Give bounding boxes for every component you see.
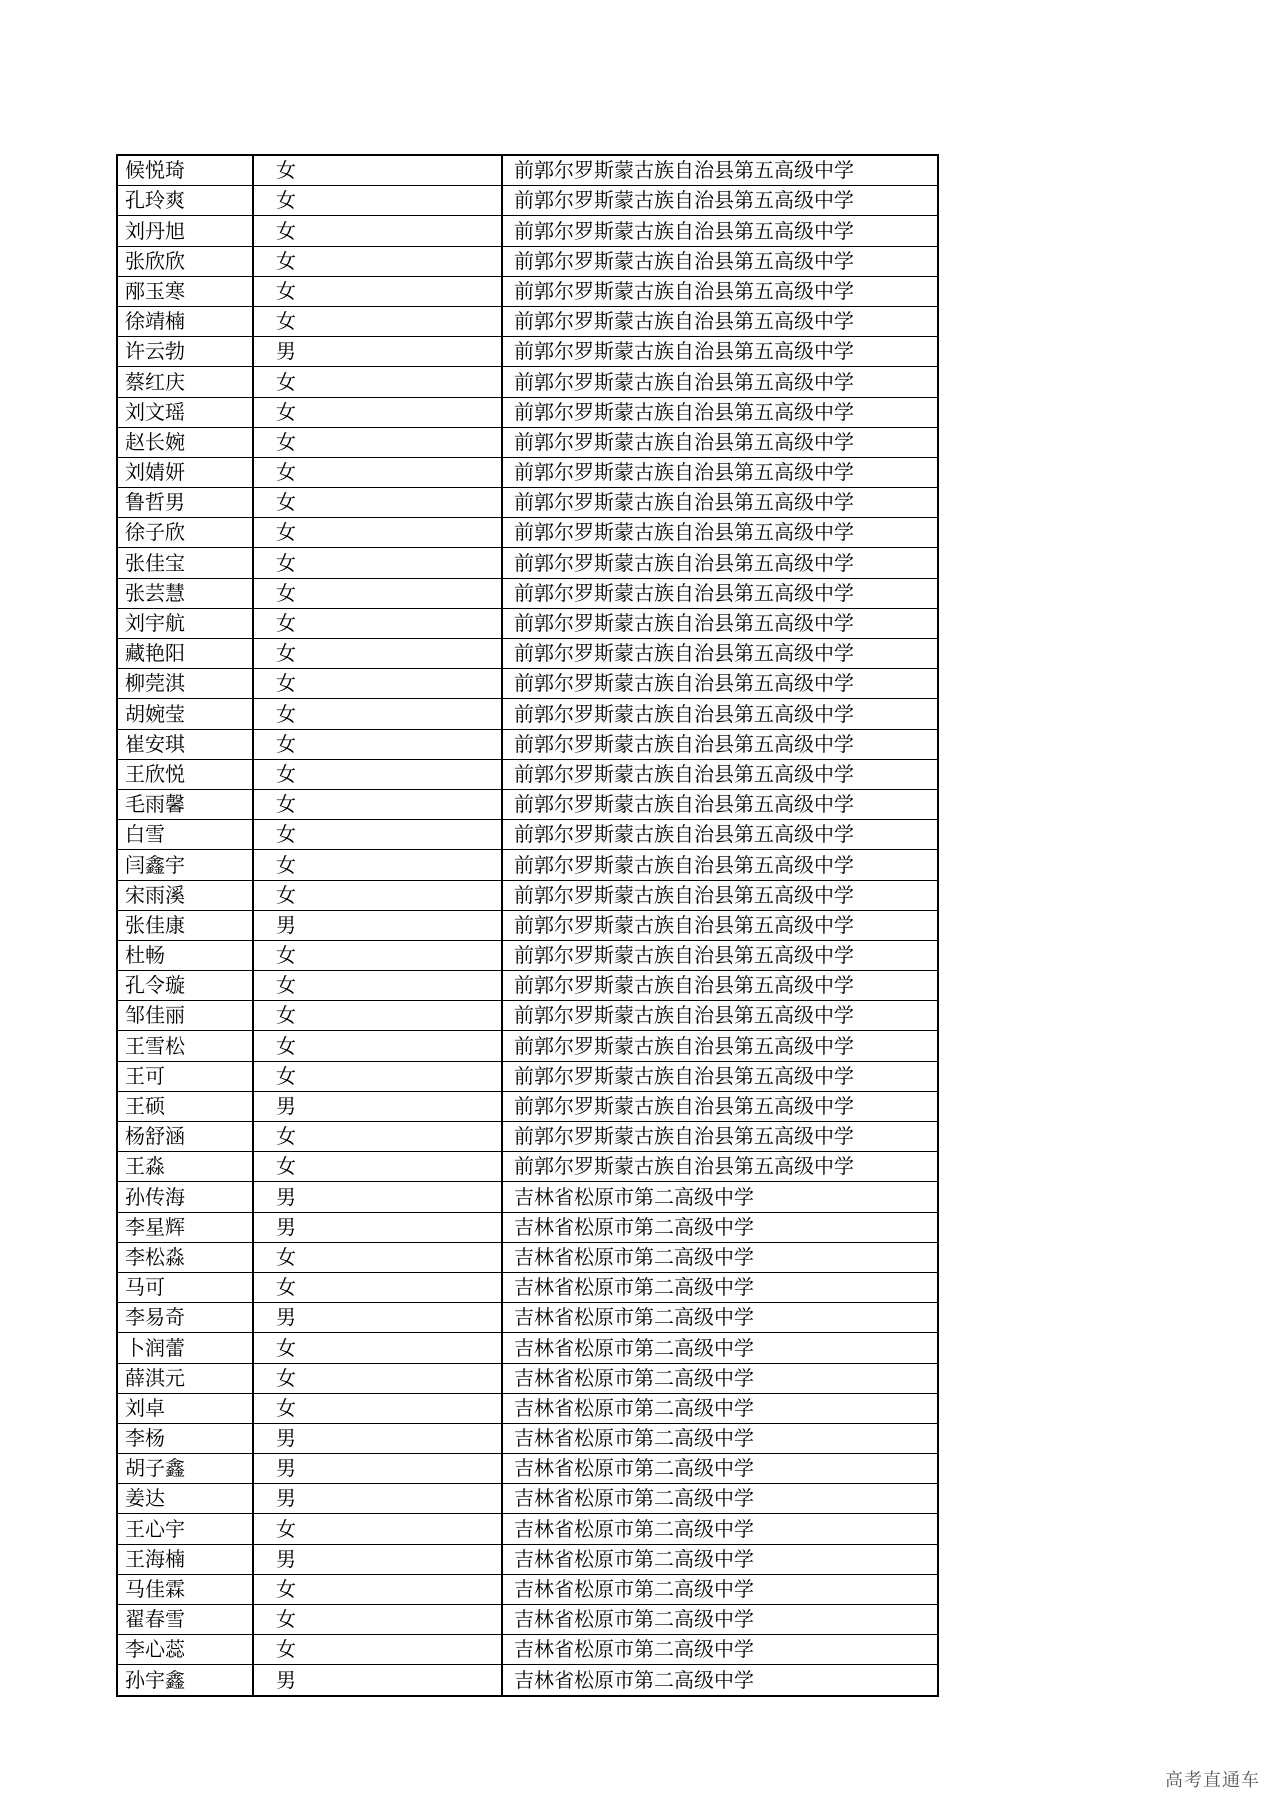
name-cell: 刘婧妍 [117, 457, 253, 487]
school-cell: 前郭尔罗斯蒙古族自治县第五高级中学 [502, 306, 938, 336]
table-row [117, 1635, 938, 1665]
name-cell: 王可 [117, 1061, 253, 1091]
name-cell: 徐靖楠 [117, 306, 253, 336]
table-row [117, 1152, 938, 1182]
table-row [117, 1544, 938, 1574]
school-cell: 前郭尔罗斯蒙古族自治县第五高级中学 [502, 639, 938, 669]
name-cell: 王海楠 [117, 1544, 253, 1574]
gender-cell: 女 [253, 1272, 502, 1302]
name-cell: 李心蕊 [117, 1635, 253, 1665]
school-cell: 前郭尔罗斯蒙古族自治县第五高级中学 [502, 548, 938, 578]
table-row [117, 669, 938, 699]
name-cell: 刘宇航 [117, 608, 253, 638]
table-row [117, 910, 938, 940]
school-cell: 前郭尔罗斯蒙古族自治县第五高级中学 [502, 337, 938, 367]
table-row [117, 1393, 938, 1423]
school-cell: 吉林省松原市第二高级中学 [502, 1605, 938, 1635]
name-cell: 崔安琪 [117, 729, 253, 759]
name-cell: 刘丹旭 [117, 216, 253, 246]
school-cell: 前郭尔罗斯蒙古族自治县第五高级中学 [502, 699, 938, 729]
school-cell: 吉林省松原市第二高级中学 [502, 1333, 938, 1363]
table-row [117, 367, 938, 397]
school-cell: 吉林省松原市第二高级中学 [502, 1454, 938, 1484]
table-row [117, 306, 938, 336]
table-row [117, 1665, 938, 1696]
name-cell: 邹佳丽 [117, 1001, 253, 1031]
name-cell: 鲁哲男 [117, 488, 253, 518]
gender-cell: 男 [253, 1303, 502, 1333]
table-row [117, 518, 938, 548]
gender-cell: 女 [253, 306, 502, 336]
school-cell: 吉林省松原市第二高级中学 [502, 1272, 938, 1302]
table-row [117, 880, 938, 910]
table-row [117, 729, 938, 759]
name-cell: 李松淼 [117, 1242, 253, 1272]
school-cell: 前郭尔罗斯蒙古族自治县第五高级中学 [502, 1152, 938, 1182]
gender-cell: 女 [253, 1514, 502, 1544]
table-row [117, 1091, 938, 1121]
name-cell: 马佳霖 [117, 1574, 253, 1604]
name-cell: 刘文瑶 [117, 397, 253, 427]
name-cell: 王淼 [117, 1152, 253, 1182]
table-row [117, 1333, 938, 1363]
gender-cell: 男 [253, 1423, 502, 1453]
gender-cell: 女 [253, 397, 502, 427]
school-cell: 前郭尔罗斯蒙古族自治县第五高级中学 [502, 1061, 938, 1091]
school-cell: 前郭尔罗斯蒙古族自治县第五高级中学 [502, 820, 938, 850]
gender-cell: 男 [253, 1091, 502, 1121]
school-cell: 前郭尔罗斯蒙古族自治县第五高级中学 [502, 367, 938, 397]
gender-cell: 女 [253, 1333, 502, 1363]
school-cell: 前郭尔罗斯蒙古族自治县第五高级中学 [502, 1122, 938, 1152]
table-row [117, 1242, 938, 1272]
table-row [117, 276, 938, 306]
gender-cell: 女 [253, 578, 502, 608]
student-roster-table [116, 154, 939, 1697]
gender-cell: 女 [253, 1393, 502, 1423]
gender-cell: 男 [253, 1544, 502, 1574]
gender-cell: 女 [253, 850, 502, 880]
school-cell: 前郭尔罗斯蒙古族自治县第五高级中学 [502, 608, 938, 638]
school-cell: 前郭尔罗斯蒙古族自治县第五高级中学 [502, 427, 938, 457]
name-cell: 李星辉 [117, 1212, 253, 1242]
school-cell: 前郭尔罗斯蒙古族自治县第五高级中学 [502, 940, 938, 970]
school-cell: 前郭尔罗斯蒙古族自治县第五高级中学 [502, 186, 938, 216]
name-cell: 马可 [117, 1272, 253, 1302]
school-cell: 前郭尔罗斯蒙古族自治县第五高级中学 [502, 1001, 938, 1031]
gender-cell: 女 [253, 1152, 502, 1182]
name-cell: 张佳宝 [117, 548, 253, 578]
table-row [117, 457, 938, 487]
table-row [117, 850, 938, 880]
name-cell: 张佳康 [117, 910, 253, 940]
gender-cell: 女 [253, 1574, 502, 1604]
school-cell: 前郭尔罗斯蒙古族自治县第五高级中学 [502, 518, 938, 548]
school-cell: 前郭尔罗斯蒙古族自治县第五高级中学 [502, 880, 938, 910]
gender-cell: 女 [253, 608, 502, 638]
table-row [117, 578, 938, 608]
table-row [117, 1031, 938, 1061]
table-row [117, 548, 938, 578]
table-row [117, 1303, 938, 1333]
school-cell: 吉林省松原市第二高级中学 [502, 1363, 938, 1393]
table-row [117, 427, 938, 457]
name-cell: 孙宇鑫 [117, 1665, 253, 1696]
gender-cell: 女 [253, 789, 502, 819]
gender-cell: 女 [253, 1242, 502, 1272]
gender-cell: 男 [253, 1665, 502, 1696]
gender-cell: 女 [253, 1363, 502, 1393]
table-row [117, 488, 938, 518]
school-cell: 前郭尔罗斯蒙古族自治县第五高级中学 [502, 246, 938, 276]
gender-cell: 男 [253, 1182, 502, 1212]
school-cell: 前郭尔罗斯蒙古族自治县第五高级中学 [502, 397, 938, 427]
gender-cell: 女 [253, 1122, 502, 1152]
gender-cell: 女 [253, 1635, 502, 1665]
gender-cell: 女 [253, 246, 502, 276]
table-row [117, 1182, 938, 1212]
name-cell: 孙传海 [117, 1182, 253, 1212]
name-cell: 薛淇元 [117, 1363, 253, 1393]
name-cell: 胡子鑫 [117, 1454, 253, 1484]
name-cell: 卜润蕾 [117, 1333, 253, 1363]
school-cell: 吉林省松原市第二高级中学 [502, 1635, 938, 1665]
roster-body [117, 155, 938, 1696]
name-cell: 李杨 [117, 1423, 253, 1453]
gender-cell: 男 [253, 337, 502, 367]
name-cell: 藏艳阳 [117, 639, 253, 669]
gender-cell: 女 [253, 1031, 502, 1061]
table-row [117, 155, 938, 186]
school-cell: 吉林省松原市第二高级中学 [502, 1544, 938, 1574]
name-cell: 候悦琦 [117, 155, 253, 186]
gender-cell: 女 [253, 155, 502, 186]
gender-cell: 女 [253, 971, 502, 1001]
name-cell: 邴玉寒 [117, 276, 253, 306]
name-cell: 宋雨溪 [117, 880, 253, 910]
gender-cell: 女 [253, 1605, 502, 1635]
school-cell: 前郭尔罗斯蒙古族自治县第五高级中学 [502, 457, 938, 487]
school-cell: 吉林省松原市第二高级中学 [502, 1242, 938, 1272]
name-cell: 王雪松 [117, 1031, 253, 1061]
watermark: 高考直通车 [1165, 1770, 1260, 1791]
school-cell: 吉林省松原市第二高级中学 [502, 1514, 938, 1544]
table-row [117, 216, 938, 246]
name-cell: 赵长婉 [117, 427, 253, 457]
school-cell: 前郭尔罗斯蒙古族自治县第五高级中学 [502, 488, 938, 518]
table-row [117, 337, 938, 367]
gender-cell: 女 [253, 186, 502, 216]
gender-cell: 女 [253, 216, 502, 246]
name-cell: 王欣悦 [117, 759, 253, 789]
name-cell: 柳莞淇 [117, 669, 253, 699]
name-cell: 白雪 [117, 820, 253, 850]
gender-cell: 女 [253, 639, 502, 669]
name-cell: 杜畅 [117, 940, 253, 970]
name-cell: 胡婉莹 [117, 699, 253, 729]
name-cell: 张芸慧 [117, 578, 253, 608]
school-cell: 吉林省松原市第二高级中学 [502, 1182, 938, 1212]
name-cell: 张欣欣 [117, 246, 253, 276]
school-cell: 前郭尔罗斯蒙古族自治县第五高级中学 [502, 669, 938, 699]
table-row [117, 246, 938, 276]
gender-cell: 男 [253, 1454, 502, 1484]
school-cell: 吉林省松原市第二高级中学 [502, 1303, 938, 1333]
school-cell: 前郭尔罗斯蒙古族自治县第五高级中学 [502, 216, 938, 246]
gender-cell: 女 [253, 457, 502, 487]
table-row [117, 186, 938, 216]
school-cell: 前郭尔罗斯蒙古族自治县第五高级中学 [502, 155, 938, 186]
table-row [117, 1272, 938, 1302]
gender-cell: 女 [253, 699, 502, 729]
table-row [117, 639, 938, 669]
gender-cell: 女 [253, 518, 502, 548]
gender-cell: 女 [253, 276, 502, 306]
gender-cell: 女 [253, 940, 502, 970]
name-cell: 翟春雪 [117, 1605, 253, 1635]
table-row [117, 820, 938, 850]
school-cell: 前郭尔罗斯蒙古族自治县第五高级中学 [502, 729, 938, 759]
name-cell: 许云勃 [117, 337, 253, 367]
table-row [117, 1061, 938, 1091]
gender-cell: 女 [253, 759, 502, 789]
school-cell: 前郭尔罗斯蒙古族自治县第五高级中学 [502, 1031, 938, 1061]
table-row [117, 608, 938, 638]
name-cell: 徐子欣 [117, 518, 253, 548]
table-row [117, 940, 938, 970]
name-cell: 杨舒涵 [117, 1122, 253, 1152]
school-cell: 前郭尔罗斯蒙古族自治县第五高级中学 [502, 971, 938, 1001]
school-cell: 吉林省松原市第二高级中学 [502, 1574, 938, 1604]
table-row [117, 1212, 938, 1242]
gender-cell: 女 [253, 1061, 502, 1091]
table-row [117, 397, 938, 427]
school-cell: 前郭尔罗斯蒙古族自治县第五高级中学 [502, 759, 938, 789]
table-row [117, 1514, 938, 1544]
name-cell: 毛雨馨 [117, 789, 253, 819]
gender-cell: 女 [253, 548, 502, 578]
table-row [117, 1454, 938, 1484]
table-row [117, 971, 938, 1001]
school-cell: 前郭尔罗斯蒙古族自治县第五高级中学 [502, 578, 938, 608]
gender-cell: 女 [253, 729, 502, 759]
gender-cell: 女 [253, 367, 502, 397]
name-cell: 孔玲爽 [117, 186, 253, 216]
gender-cell: 女 [253, 488, 502, 518]
school-cell: 吉林省松原市第二高级中学 [502, 1212, 938, 1242]
school-cell: 前郭尔罗斯蒙古族自治县第五高级中学 [502, 850, 938, 880]
table-row [117, 1574, 938, 1604]
school-cell: 吉林省松原市第二高级中学 [502, 1393, 938, 1423]
name-cell: 王心宇 [117, 1514, 253, 1544]
gender-cell: 男 [253, 910, 502, 940]
name-cell: 李易奇 [117, 1303, 253, 1333]
name-cell: 蔡红庆 [117, 367, 253, 397]
gender-cell: 男 [253, 1484, 502, 1514]
table-row [117, 789, 938, 819]
name-cell: 孔令璇 [117, 971, 253, 1001]
gender-cell: 男 [253, 1212, 502, 1242]
school-cell: 吉林省松原市第二高级中学 [502, 1423, 938, 1453]
table-row [117, 1484, 938, 1514]
gender-cell: 女 [253, 669, 502, 699]
name-cell: 王硕 [117, 1091, 253, 1121]
school-cell: 前郭尔罗斯蒙古族自治县第五高级中学 [502, 276, 938, 306]
gender-cell: 女 [253, 1001, 502, 1031]
gender-cell: 女 [253, 427, 502, 457]
table-row [117, 1001, 938, 1031]
table-row [117, 759, 938, 789]
school-cell: 前郭尔罗斯蒙古族自治县第五高级中学 [502, 910, 938, 940]
school-cell: 前郭尔罗斯蒙古族自治县第五高级中学 [502, 1091, 938, 1121]
school-cell: 前郭尔罗斯蒙古族自治县第五高级中学 [502, 789, 938, 819]
table-row [117, 699, 938, 729]
table-row [117, 1423, 938, 1453]
name-cell: 闫鑫宇 [117, 850, 253, 880]
gender-cell: 女 [253, 880, 502, 910]
gender-cell: 女 [253, 820, 502, 850]
name-cell: 姜达 [117, 1484, 253, 1514]
table-row [117, 1363, 938, 1393]
name-cell: 刘卓 [117, 1393, 253, 1423]
table-row [117, 1122, 938, 1152]
school-cell: 吉林省松原市第二高级中学 [502, 1665, 938, 1696]
school-cell: 吉林省松原市第二高级中学 [502, 1484, 938, 1514]
table-row [117, 1605, 938, 1635]
